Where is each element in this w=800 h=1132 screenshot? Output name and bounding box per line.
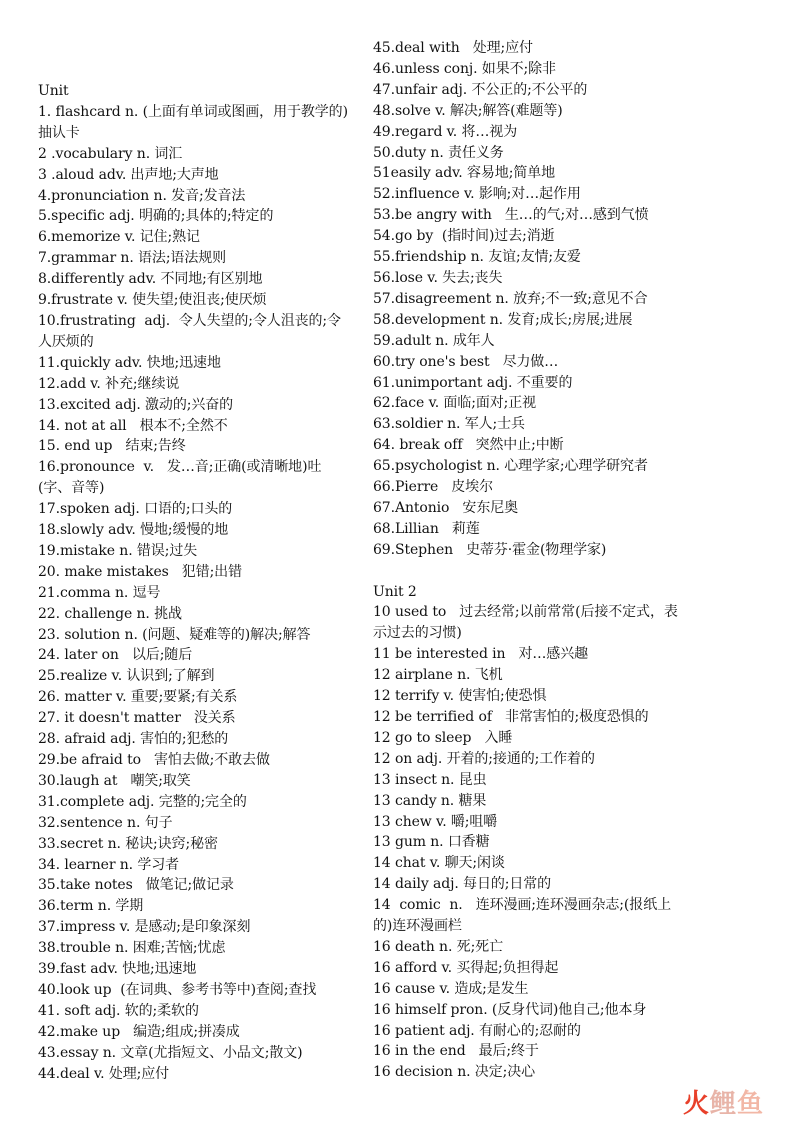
vocab-entry: 69.Stephen 史蒂芬·霍金(物理学家) [373, 541, 607, 558]
vocab-entry: 14 comic n. 连环漫画;连环漫画杂志;(报纸上的)连环漫画栏 [373, 897, 671, 935]
vocab-entry: 56.lose v. 失去;丧失 [373, 269, 503, 286]
vocab-entry: 40.look up (在词典、参考书等中)查阅;查找 [38, 981, 317, 998]
vocab-entry: 57.disagreement n. 放弃;不一致;意见不合 [373, 290, 648, 307]
vocab-entry: 53.be angry with 生…的气;对…感到气愤 [373, 207, 649, 224]
vocab-entry: 49.regard v. 将…视为 [373, 123, 518, 140]
vocab-entry: 16 himself pron. (反身代词)他自己;他本身 [373, 1001, 647, 1018]
vocab-entry: 8.differently adv. 不同地;有区别地 [38, 271, 263, 288]
unit-heading: Unit 2 [373, 583, 417, 600]
unit-heading: Unit [38, 83, 69, 99]
vocab-entry: 12 on adj. 开着的;接通的;工作着的 [373, 750, 595, 767]
vocab-entry: 22. challenge n. 挑战 [38, 605, 182, 622]
vocab-entry: 13 chew v. 嚼;咀嚼 [373, 813, 498, 830]
vocab-entry: 55.friendship n. 友谊;友情;友爱 [373, 249, 581, 266]
vocab-entry: 12 airplane n. 飞机 [373, 667, 503, 684]
vocab-entry: 43.essay n. 文章(尤指短文、小品文;散文) [38, 1044, 303, 1061]
vocab-entry: 16 death n. 死;死亡 [373, 938, 503, 955]
vocab-entry: 11 be interested in 对…感兴趣 [373, 646, 588, 663]
vocab-entry: 48.solve v. 解决;解答(难题等) [373, 102, 563, 119]
vocab-entry: 13 insect n. 昆虫 [373, 771, 487, 788]
vocab-entry: 10.frustrating adj. 令人失望的;令人沮丧的;令人厌烦的 [38, 312, 341, 350]
vocab-entry: 58.development n. 发育;成长;房展;进展 [373, 311, 633, 328]
vocab-entry: 67.Antonio 安东尼奥 [373, 499, 519, 516]
vocab-entry: 4.pronunciation n. 发音;发音法 [38, 187, 246, 204]
vocab-entry: 29.be afraid to 害怕去做;不敢去做 [38, 752, 270, 768]
vocab-entry: 24. later on 以后;随后 [38, 647, 193, 664]
vocab-entry: 12 be terrified of 非常害怕的;极度恐惧的 [373, 708, 649, 725]
vocab-entry: 16 cause v. 造成;是发生 [373, 980, 529, 997]
vocab-entry: 47.unfair adj. 不公正的;不公平的 [373, 81, 588, 98]
vocab-entry: 19.mistake n. 错误;过失 [38, 542, 198, 559]
vocab-entry: 32.sentence n. 句子 [38, 814, 173, 831]
vocab-entry: 59.adult n. 成年人 [373, 332, 495, 349]
vocab-entry: 37.impress v. 是感动;是印象深刻 [38, 919, 251, 936]
vocab-entry: 30.laugh at 嘲笑;取笑 [38, 772, 191, 789]
vocab-entry: 28. afraid adj. 害怕的;犯愁的 [38, 731, 229, 748]
watermark-char-2: 鲤 [710, 1089, 737, 1119]
vocab-entry: 12 go to sleep 入睡 [373, 729, 513, 746]
vocab-entry: 52.influence v. 影响;对…起作用 [373, 186, 581, 203]
vocab-entry: 10 used to 过去经常;以前常常(后接不定式，表示过去的习惯) [373, 604, 678, 642]
vocab-entry: 45.deal with 处理;应付 [373, 40, 533, 56]
vocab-entry: 15. end up 结束;告终 [38, 438, 186, 455]
vocab-entry: 44.deal v. 处理;应付 [38, 1065, 170, 1082]
vocab-entry: 50.duty n. 责任义务 [373, 144, 504, 161]
vocab-entry: 23. solution n. (问题、疑难等的)解决;解答 [38, 626, 311, 643]
vocab-entry: 68.Lillian 莉莲 [373, 520, 480, 537]
vocab-entry: 63.soldier n. 军人;士兵 [373, 416, 525, 433]
vocab-entry: 66.Pierre 皮埃尔 [373, 479, 493, 496]
vocab-entry: 14. not at all 根本不;全然不 [38, 417, 228, 434]
vocab-entry: 12.add v. 补充;继续说 [38, 375, 180, 392]
vocab-entry: 64. break off 突然中止;中断 [373, 437, 564, 454]
vocab-entry: 35.take notes 做笔记;做记录 [38, 877, 234, 894]
right-column [373, 0, 685, 1083]
vocab-entry: 18.slowly adv. 慢地;缓慢的地 [38, 522, 229, 539]
vocab-entry: 14 daily adj. 每日的;日常的 [373, 876, 552, 893]
left-column [38, 0, 350, 1085]
vocab-entry: 16 decision n. 决定;决心 [373, 1064, 536, 1081]
vocab-entry: 54.go by (指时间)过去;消逝 [373, 228, 555, 245]
watermark-char-1: 火 [683, 1089, 710, 1119]
vocab-entry: 25.realize v. 认识到;了解到 [38, 668, 215, 685]
vocab-entry: 31.complete adj. 完整的;完全的 [38, 793, 247, 810]
watermark-char-3: 鱼 [737, 1089, 764, 1119]
vocab-entry: 7.grammar n. 语法;语法规则 [38, 250, 227, 267]
watermark-logo [683, 1088, 778, 1120]
vocab-entry: 41. soft adj. 软的;柔软的 [38, 1002, 199, 1019]
vocab-entry: 36.term n. 学期 [38, 898, 144, 915]
vocab-entry: 51easily adv. 容易地;简单地 [373, 165, 556, 182]
vocab-entry: 9.frustrate v. 使失望;使沮丧;使厌烦 [38, 292, 267, 309]
vocab-entry: 65.psychologist n. 心理学家;心理学研究者 [373, 458, 648, 475]
vocab-entry: 13 gum n. 口香糖 [373, 834, 490, 851]
vocab-entry: 2 .vocabulary n. 词汇 [38, 145, 183, 162]
vocab-entry: 46.unless conj. 如果不;除非 [373, 60, 556, 77]
vocab-entry: 39.fast adv. 快地;迅速地 [38, 961, 197, 978]
vocab-entry: 14 chat v. 聊天;闲谈 [373, 855, 505, 872]
vocab-entry: 38.trouble n. 困难;苦恼;忧虑 [38, 940, 226, 957]
vocab-entry: 16.pronounce v. 发…音;正确(或清晰地)吐(字、音等) [38, 459, 322, 497]
vocab-entry: 3 .aloud adv. 出声地;大声地 [38, 166, 219, 183]
vocab-entry: 5.specific adj. 明确的;具体的;特定的 [38, 208, 274, 225]
vocab-entry: 13.excited adj. 激动的;兴奋的 [38, 396, 234, 413]
vocab-entry: 16 in the end 最后;终于 [373, 1043, 539, 1060]
vocab-entry: 11.quickly adv. 快地;迅速地 [38, 354, 221, 371]
vocab-entry: 62.face v. 面临;面对;正视 [373, 395, 537, 412]
vocab-entry: 26. matter v. 重要;要紧;有关系 [38, 689, 238, 706]
vocab-entry: 17.spoken adj. 口语的;口头的 [38, 501, 233, 518]
vocab-entry: 34. learner n. 学习者 [38, 856, 180, 873]
vocab-entry: 60.try one's best 尽力做… [373, 353, 559, 370]
vocab-entry: 1. flashcard n. (上面有单词或图画，用于教学的)抽认卡 [38, 103, 348, 141]
vocab-entry: 27. it doesn't matter 没关系 [38, 710, 236, 727]
vocab-entry: 12 terrify v. 使害怕;使恐惧 [373, 688, 547, 705]
vocab-entry: 42.make up 编造;组成;拼凑成 [38, 1023, 240, 1040]
vocab-entry: 6.memorize v. 记住;熟记 [38, 229, 200, 246]
vocab-entry: 16 patient adj. 有耐心的;忍耐的 [373, 1022, 581, 1039]
vocab-entry: 16 afford v. 买得起;负担得起 [373, 959, 559, 976]
blank-line [373, 561, 685, 582]
vocab-entry: 21.comma n. 逗号 [38, 584, 161, 601]
vocab-entry: 20. make mistakes 犯错;出错 [38, 563, 242, 580]
vocab-entry: 13 candy n. 糖果 [373, 792, 487, 809]
vocab-entry: 61.unimportant adj. 不重要的 [373, 374, 573, 391]
vocab-entry: 33.secret n. 秘诀;诀窍;秘密 [38, 835, 218, 852]
